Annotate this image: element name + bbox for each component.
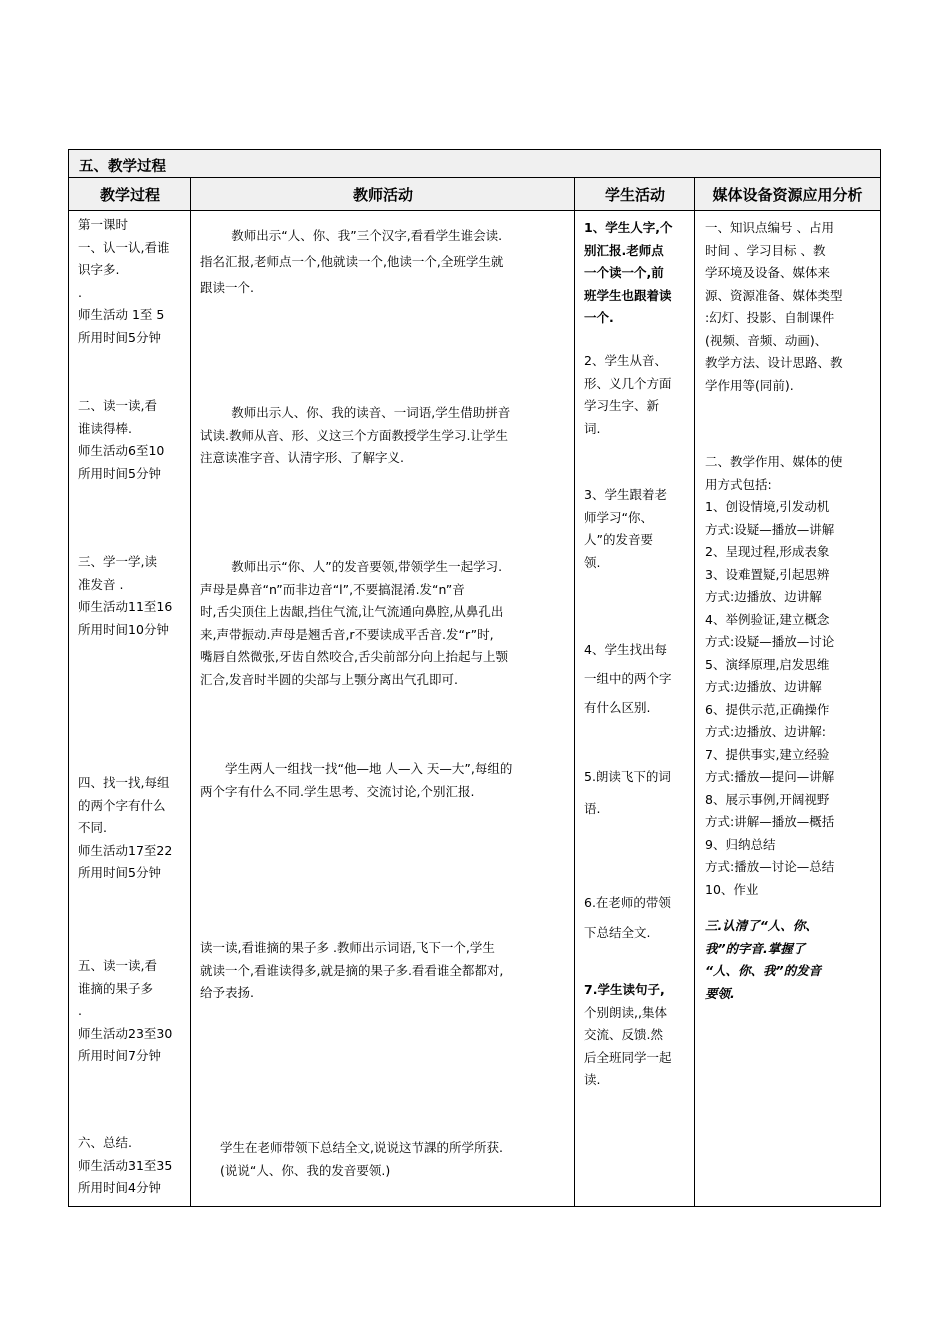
student-activity-7	[584, 979, 692, 1092]
header-teacher-activity: 教师活动	[191, 178, 575, 211]
teacher-line: 读一读,看谁摘的果子多 .教师出示词语,飞下一个,学生	[200, 940, 495, 955]
student-line: 有什么区别.	[584, 700, 651, 715]
media-line: 三.认清了“人、你、	[705, 918, 818, 933]
media-line: 8、展示事例,开阔视野	[705, 791, 830, 807]
media-line: 2、呈现过程,形成表象	[705, 544, 830, 559]
media-line: (视频、音频、动画)、	[705, 332, 828, 348]
media-line: 方式:边播放、边讲解	[705, 589, 822, 604]
process-line: 谁读得棒.	[78, 420, 132, 436]
student-line: 别汇报.老师点	[584, 242, 664, 258]
student-line: 词.	[584, 420, 601, 436]
student-activity-3	[584, 484, 692, 574]
process-line: 师生活动 1至 5	[78, 307, 165, 322]
media-line: 方式:播放—提问—讲解	[705, 769, 835, 784]
student-activity-1	[584, 217, 692, 330]
header-student-activity: 学生活动	[575, 178, 695, 211]
media-line: 1、创设情境,引发动机	[705, 499, 830, 514]
process-line: 一、认一认,看谁	[78, 239, 170, 255]
teacher-line: 嘴唇自然微张,牙齿自然咬合,舌尖前部分向上抬起与上颚	[200, 649, 508, 664]
student-line: 3、学生跟着老	[584, 487, 667, 502]
process-line: 第一课时	[78, 217, 129, 232]
process-line: 师生活动17至22	[78, 842, 173, 858]
teacher-line: 试读.教师从音、形、义这三个方面教授学生学习.让学生	[200, 427, 508, 443]
process-line: 三、学一学,读	[78, 554, 157, 569]
student-line: 语.	[584, 801, 601, 816]
process-line: 所用时间7分钟	[78, 1048, 161, 1063]
section-title: 五、教学过程	[79, 159, 166, 175]
media-part-2	[705, 451, 875, 901]
student-activity-4	[584, 635, 692, 722]
process-line: 所用时间5分钟	[78, 329, 161, 345]
process-line: 准发音 .	[78, 576, 124, 592]
process-step-1	[78, 214, 186, 349]
student-activity-2	[584, 350, 692, 440]
media-line: 7、提供事实,建立经验	[705, 746, 830, 762]
student-line: 2、学生从音、	[584, 353, 667, 368]
student-line: 一组中的两个字	[584, 671, 672, 686]
teacher-activity-5	[200, 937, 568, 1005]
teacher-line: 指名汇报,老师点一个,他就读一个,他读一个,全班学生就	[200, 254, 504, 269]
media-line: 我”的字音.掌握了	[705, 940, 806, 956]
teacher-activity-3	[200, 556, 568, 691]
media-line: 方式:边播放、边讲解:	[705, 724, 826, 739]
teacher-line: 两个字有什么不同.学生思考、交流讨论,个别汇报.	[200, 783, 475, 799]
media-line: 学环境及设备、媒体来	[705, 265, 831, 280]
media-part-1	[705, 217, 875, 397]
teacher-line: 时,舌尖顶住上齿龈,挡住气流,让气流通向鼻腔,从鼻孔出	[200, 604, 504, 619]
student-line: 后全班同学一起	[584, 1049, 672, 1065]
media-line: 源、资源准备、媒体类型	[705, 287, 843, 303]
process-line: 师生活动11至16	[78, 599, 173, 614]
process-line: 二、读一读,看	[78, 398, 157, 413]
process-line: 谁摘的果子多	[78, 980, 154, 996]
header-media-analysis: 媒体设备资源应用分析	[695, 178, 880, 211]
process-step-6	[78, 1132, 186, 1200]
student-line: 读.	[584, 1072, 601, 1087]
student-line: 4、学生找出每	[584, 642, 667, 657]
process-line: 师生活动23至30	[78, 1025, 173, 1041]
process-line: .	[78, 284, 82, 300]
section-title-row	[69, 150, 880, 178]
column-divider	[190, 178, 191, 1206]
teacher-line: 教师出示人、你、我的读音、一词语,学生借助拼音	[231, 405, 511, 420]
student-line: 一个.	[584, 310, 614, 325]
student-line: 5.朗读飞下的词	[584, 769, 671, 784]
media-line: :幻灯、投影、自制课件	[705, 310, 835, 325]
process-step-2	[78, 395, 186, 485]
teaching-process-table	[68, 149, 881, 1207]
media-line: 教学方法、设计思路、教	[705, 355, 843, 370]
teacher-line: 教师出示“你、人”的发音要领,带领学生一起学习.	[231, 559, 503, 574]
media-line: 方式:设疑—播放—讨论	[705, 634, 835, 649]
header-process: 教学过程	[69, 178, 191, 211]
media-line: 5、演绎原理,启发思维	[705, 656, 830, 672]
media-line: 二、教学作用、媒体的使	[705, 454, 843, 469]
process-line: 所用时间5分钟	[78, 865, 161, 880]
process-step-4	[78, 772, 186, 885]
teacher-line: (说说“人、你、我的发音要领.)	[220, 1162, 391, 1178]
media-line: 一、知识点编号 、占用	[705, 220, 834, 235]
process-step-3	[78, 551, 186, 641]
teacher-line: 注意读准字音、认清字形、了解字义.	[200, 450, 404, 465]
media-line: 方式:播放—讨论—总结	[705, 859, 835, 874]
teacher-line: 学生两人一组找一找“他—地 人—入 天—大”,每组的	[225, 761, 513, 776]
media-line: 3、设难置疑,引起思辨	[705, 566, 830, 582]
student-line: 交流、反馈.然	[584, 1027, 663, 1042]
teacher-line: 给予表扬.	[200, 985, 254, 1000]
process-line: 所用时间4分钟	[78, 1180, 161, 1195]
process-line: .	[78, 1003, 82, 1018]
column-divider	[574, 178, 575, 1206]
process-line: 六、总结.	[78, 1135, 132, 1150]
media-line: 10、作业	[705, 881, 759, 897]
student-line: 下总结全文.	[584, 925, 651, 940]
media-line: 4、举例验证,建立概念	[705, 611, 830, 627]
teacher-line: 来,声带振动.声母是翘舌音,r不要读成平舌音.发“r”时,	[200, 626, 494, 642]
process-line: 四、找一找,每组	[78, 775, 170, 790]
student-line: 6.在老师的带领	[584, 895, 671, 910]
teacher-line: 声母是鼻音“n”而非边音“l”,不要搞混淆.发“n”音	[200, 581, 465, 597]
teacher-activity-6	[200, 1137, 568, 1182]
process-line: 的两个字有什么	[78, 797, 166, 813]
media-line: 用方式包括:	[705, 476, 772, 492]
student-line: 人”的发音要	[584, 532, 653, 547]
student-activity-6	[584, 888, 692, 948]
teacher-line: 教师出示“人、你、我”三个汉字,看看学生谁会读.	[231, 228, 503, 243]
student-activity-5	[584, 761, 692, 825]
teacher-line: 跟读一个.	[200, 280, 254, 295]
process-line: 所用时间10分钟	[78, 621, 169, 637]
teacher-line: 就读一个,看谁读得多,就是摘的果子多.看看谁全都都对,	[200, 962, 504, 978]
media-line: 时间 、学习目标 、教	[705, 242, 826, 258]
teacher-line: 汇合,发音时半圆的尖部与上颚分离出气孔即可.	[200, 671, 458, 687]
student-line: 班学生也跟着读	[584, 287, 672, 303]
media-line: 9、归纳总结	[705, 836, 776, 852]
process-line: 五、读一读,看	[78, 958, 157, 973]
media-line: “人、你、我”的发音	[705, 963, 822, 978]
process-line: 师生活动6至10	[78, 443, 165, 458]
student-line: 学习生字、新	[584, 398, 660, 413]
media-line: 方式:讲解—播放—概括	[705, 814, 835, 829]
student-line: 7.学生读句子,	[584, 982, 665, 997]
student-line: 师学习“你、	[584, 509, 653, 525]
teacher-activity-4	[200, 758, 568, 803]
media-part-3	[705, 915, 875, 1005]
teacher-line: 学生在老师带领下总结全文,说说这节課的所学所获.	[220, 1140, 503, 1155]
student-line: 1、学生人字,个	[584, 220, 673, 235]
media-line: 学作用等(同前).	[705, 377, 794, 393]
media-line: 方式:边播放、边讲解	[705, 679, 822, 694]
teacher-activity-2	[200, 402, 568, 470]
process-line: 不同.	[78, 820, 107, 835]
student-line: 形、义几个方面	[584, 375, 672, 391]
process-step-5	[78, 955, 186, 1068]
media-line: 要领.	[705, 985, 735, 1001]
process-line: 师生活动31至35	[78, 1157, 173, 1173]
student-line: 领.	[584, 554, 601, 570]
student-line: 个别朗读,,集体	[584, 1004, 667, 1020]
column-divider	[694, 178, 695, 1206]
process-line: 识字多.	[78, 262, 120, 277]
media-line: 6、提供示范,正确操作	[705, 701, 830, 717]
teacher-activity-1	[200, 223, 568, 301]
student-line: 一个读一个,前	[584, 265, 664, 280]
media-line: 方式:设疑—播放—讲解	[705, 521, 835, 537]
process-line: 所用时间5分钟	[78, 465, 161, 481]
